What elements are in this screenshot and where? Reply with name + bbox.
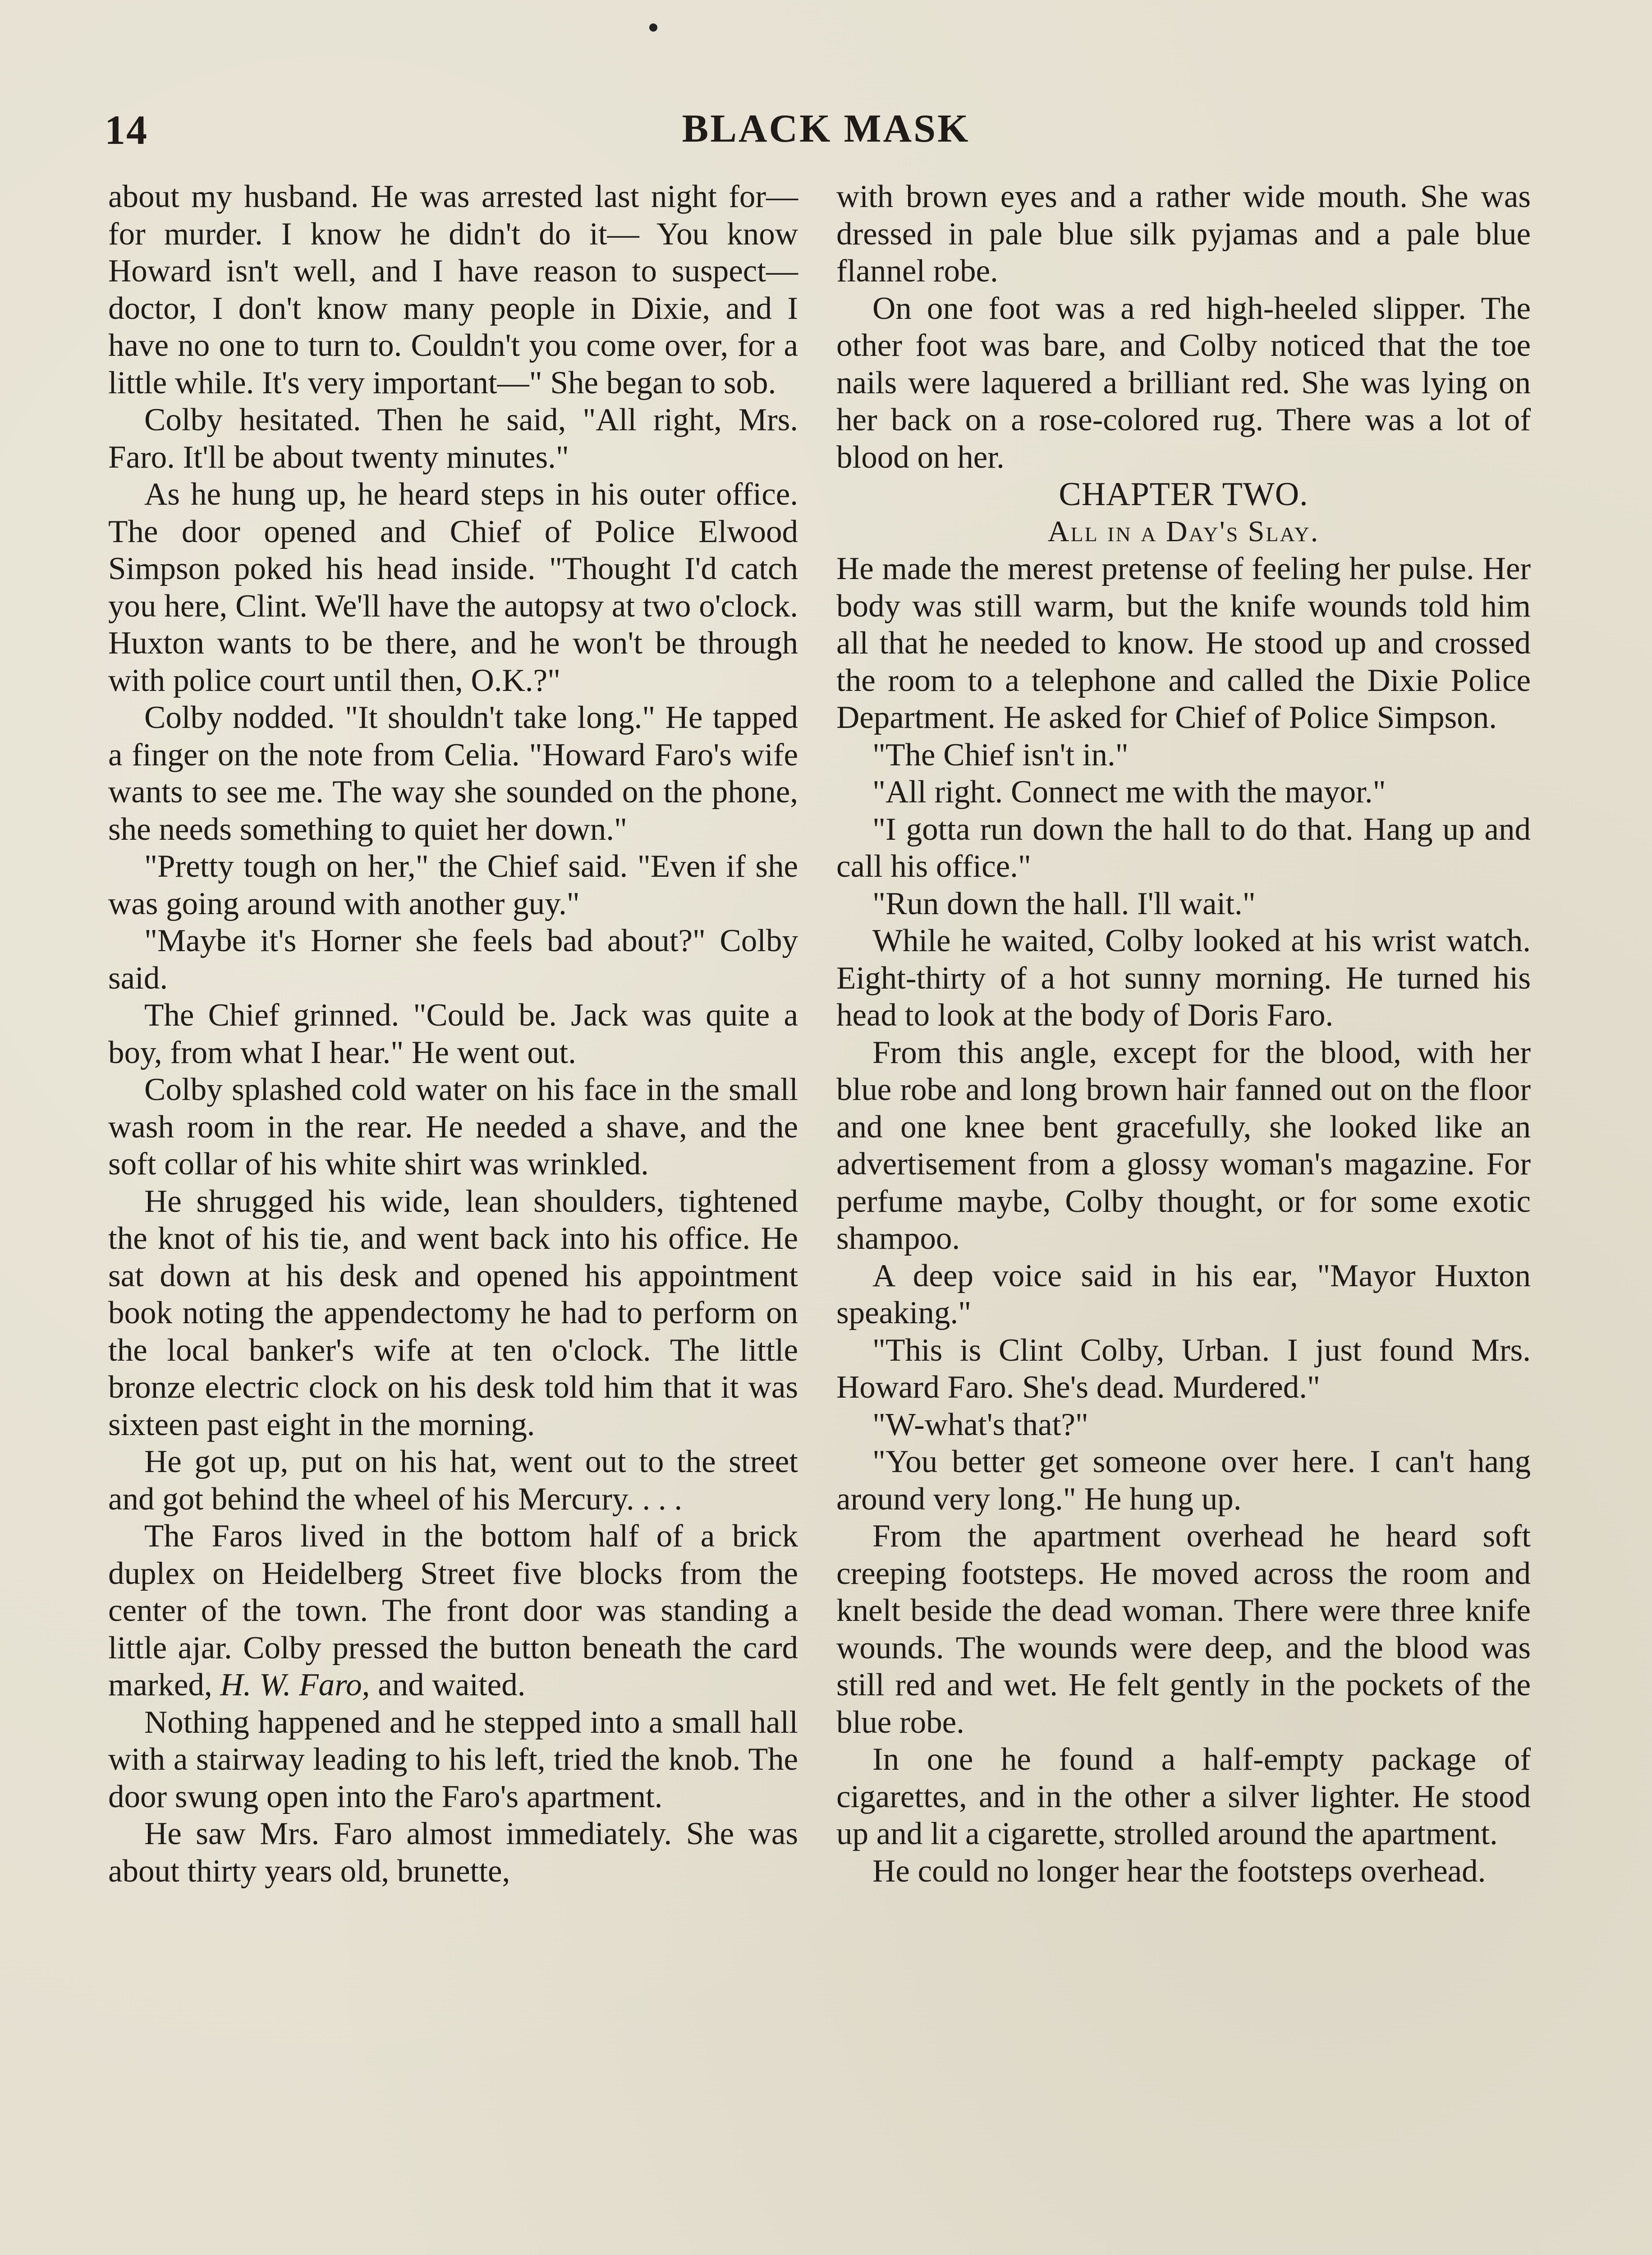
- page-number: 14: [105, 107, 148, 153]
- paragraph: "Pretty tough on her," the Chief said. "Even if she was going around with another guy.": [108, 849, 798, 921]
- paragraph: Nothing happened and he stepped into a small hall with a stairway leading to his left, tried the knob. The door swung open into the Faro's apartment.: [108, 1704, 798, 1814]
- paragraph: "I gotta run down the hall to do that. Hang up and call his office.": [836, 811, 1531, 884]
- paragraph: He got up, put on his hat, went out to the street and got behind the wheel of his Mercury. . . .: [108, 1444, 798, 1517]
- paragraph: [108, 1518, 798, 1704]
- paragraph: From this angle, except for the blood, with her blue robe and long brown hair fanned out on the floor and one knee bent gracefully, she looked like an advertisement from a glossy woman's magazine. For perfume maybe, Colby thought, or for some exotic shampoo.: [836, 1035, 1531, 1256]
- paragraph: Colby splashed cold water on his face in the small wash room in the rear. He needed a shave, and the soft collar of his white shirt was wrinkled.: [108, 1072, 798, 1182]
- paragraph: Colby nodded. "It shouldn't take long." He tapped a finger on the note from Celia. "Howard Faro's wife wants to see me. The way she sounded on the phone, she needs something to quiet her down.": [108, 700, 798, 847]
- ink-dot: [649, 23, 657, 32]
- chapter-subtitle: All in a Day's Slay.: [1047, 515, 1320, 548]
- paragraph: In one he found a half-empty package of cigarettes, and in the other a silver lighter. He stood up and lit a cigarette, strolled around the apartment.: [836, 1742, 1531, 1851]
- paragraph: "All right. Connect me with the mayor.": [872, 774, 1386, 810]
- paragraph: He could no longer hear the footsteps overhead.: [872, 1853, 1486, 1889]
- paragraph: He made the merest pretense of feeling her pulse. Her body was still warm, but the knife wounds told him all that he needed to know. He stood up and crossed the room to a telephone and called the Dixie Police Department. He asked for Chief of Police Simpson.: [836, 551, 1531, 735]
- chapter-title: CHAPTER TWO.: [1059, 476, 1308, 513]
- paragraph: "Run down the hall. I'll wait.": [872, 886, 1256, 921]
- right-column: [836, 178, 1531, 1890]
- card-name: H. W. Faro,: [220, 1667, 370, 1703]
- paragraph: As he hung up, he heard steps in his outer office. The door opened and Chief of Police Elwood Simpson poked his head inside. "Thought I'd catch you here, Clint. We'll have the autopsy at two o'clock. Huxton wants to be there, and he won't be through with police court until then, O.K.?": [108, 477, 798, 698]
- paragraph: with brown eyes and a rather wide mouth. She was dressed in pale blue silk pyjamas and a pale blue flannel robe.: [836, 179, 1531, 289]
- paragraph: He shrugged his wide, lean shoulders, tightened the knot of his tie, and went back into his office. He sat down at his desk and opened his appointment book noting the appendectomy he had to perform on the local banker's wife at ten o'clock. The little bronze electric clock on his desk told him that it was sixteen past eight in the morning.: [108, 1183, 798, 1442]
- left-column: [108, 178, 798, 1890]
- paragraph: A deep voice said in his ear, "Mayor Huxton speaking.": [836, 1258, 1531, 1330]
- paragraph: While he waited, Colby looked at his wrist watch. Eight-thirty of a hot sunny morning. He turned his head to look at the body of Doris Faro.: [836, 923, 1531, 1033]
- paragraph: about my husband. He was arrested last night for—for murder. I know he didn't do it— You know Howard isn't well, and I have reason to suspect—doctor, I don't know many people in Dixie, and I have no one to turn to. Couldn't you come over, for a little while. It's very important—" She began to sob.: [108, 179, 798, 400]
- running-title: BLACK MASK: [682, 107, 970, 151]
- paragraph-text: The Faros lived in the bottom half of a brick duplex on Heidelberg Street five blocks from the center of the town. The front door was standing a little ajar. Colby pressed the button beneath the card marked,: [108, 1519, 798, 1703]
- paragraph: "You better get someone over here. I can't hang around very long." He hung up.: [836, 1444, 1531, 1517]
- paragraph: Colby hesitated. Then he said, "All right, Mrs. Faro. It'll be about twenty minutes.": [108, 402, 798, 475]
- paragraph: "This is Clint Colby, Urban. I just found Mrs. Howard Faro. She's dead. Murdered.": [836, 1332, 1531, 1405]
- paragraph: "W-what's that?": [872, 1407, 1088, 1442]
- paragraph: He saw Mrs. Faro almost immediately. She was about thirty years old, brunette,: [108, 1816, 798, 1889]
- paragraph: "The Chief isn't in.": [872, 737, 1129, 773]
- paragraph: From the apartment overhead he heard soft creeping footsteps. He moved across the room and knelt beside the dead woman. There were three knife wounds. The wounds were deep, and the blood was still red and wet. He felt gently in the pockets of the blue robe.: [836, 1519, 1531, 1740]
- paragraph: "Maybe it's Horner she feels bad about?" Colby said.: [108, 923, 798, 996]
- paragraph-text: and waited.: [370, 1667, 526, 1703]
- paragraph: The Chief grinned. "Could be. Jack was quite a boy, from what I hear." He went out.: [108, 998, 798, 1070]
- paragraph: On one foot was a red high-heeled slipper. The other foot was bare, and Colby noticed that the toe nails were laquered a brilliant red. She was lying on her back on a rose-colored rug. There was a lot of blood on her.: [836, 290, 1531, 475]
